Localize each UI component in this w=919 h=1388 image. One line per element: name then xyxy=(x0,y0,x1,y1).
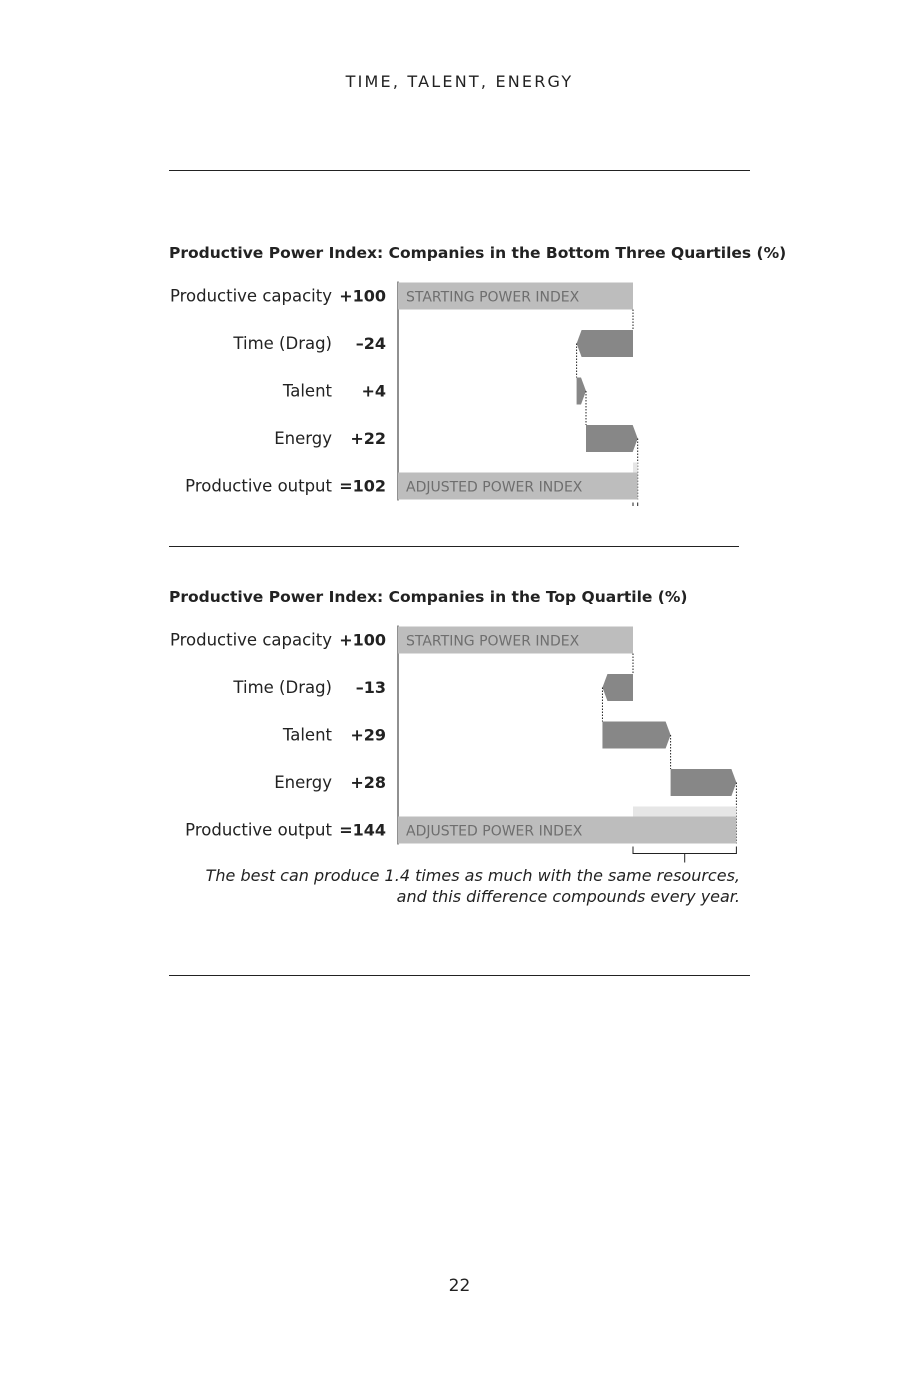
row-value: +29 xyxy=(350,725,386,745)
gain-highlight xyxy=(633,807,736,817)
delta-bar xyxy=(586,425,638,452)
row-value: +4 xyxy=(361,381,386,401)
row-value: +28 xyxy=(350,773,386,792)
running-head: TIME, TALENT, ENERGY xyxy=(345,72,574,91)
end-bar-label: ADJUSTED POWER INDEX xyxy=(406,479,583,496)
row-value: +22 xyxy=(350,429,386,448)
chart-title-bottom-quartiles: Productive Power Index: Companies in the Bottom Three Quartiles (%) xyxy=(169,244,787,262)
delta-bar xyxy=(577,378,586,405)
row-value: –24 xyxy=(355,334,386,353)
row-label: Productive capacity xyxy=(169,286,332,306)
chart-caption xyxy=(206,865,740,907)
start-bar-label: STARTING POWER INDEX xyxy=(406,633,580,650)
chart-top-quartile xyxy=(0,620,919,865)
delta-bar xyxy=(602,722,670,749)
row-label: Time (Drag) xyxy=(233,678,332,697)
row-value: –13 xyxy=(355,678,386,697)
row-label: Energy xyxy=(274,773,332,792)
row-label: Energy xyxy=(274,429,332,448)
row-label: Time (Drag) xyxy=(233,334,332,353)
chart-bottom-quartiles xyxy=(0,276,919,506)
caption-line-1: The best can produce 1.4 times as much with the same resources, xyxy=(205,866,740,885)
row-value: =144 xyxy=(339,820,386,840)
row-value: +100 xyxy=(339,630,386,650)
gain-highlight xyxy=(633,463,638,473)
row-value: +100 xyxy=(339,286,386,306)
gain-bracket xyxy=(633,503,638,507)
gain-bracket xyxy=(633,847,736,854)
bottom-rule xyxy=(169,975,750,976)
row-label: Productive output xyxy=(185,476,332,496)
row-value: =102 xyxy=(339,476,386,496)
chart-title-top-quartile: Productive Power Index: Companies in the Top Quartile (%) xyxy=(169,588,688,606)
delta-bar xyxy=(671,769,737,796)
row-label: Productive output xyxy=(185,820,332,840)
middle-rule xyxy=(169,546,739,547)
caption-line-2: and this difference compounds every year. xyxy=(396,887,740,906)
delta-bar xyxy=(577,330,633,357)
end-bar-label: ADJUSTED POWER INDEX xyxy=(406,823,583,840)
start-bar-label: STARTING POWER INDEX xyxy=(406,289,580,306)
delta-bar xyxy=(602,674,633,701)
row-label: Productive capacity xyxy=(169,630,332,650)
row-label: Talent xyxy=(282,725,332,745)
row-label: Talent xyxy=(282,381,332,401)
top-rule xyxy=(169,170,750,171)
page-number: 22 xyxy=(448,1276,471,1296)
